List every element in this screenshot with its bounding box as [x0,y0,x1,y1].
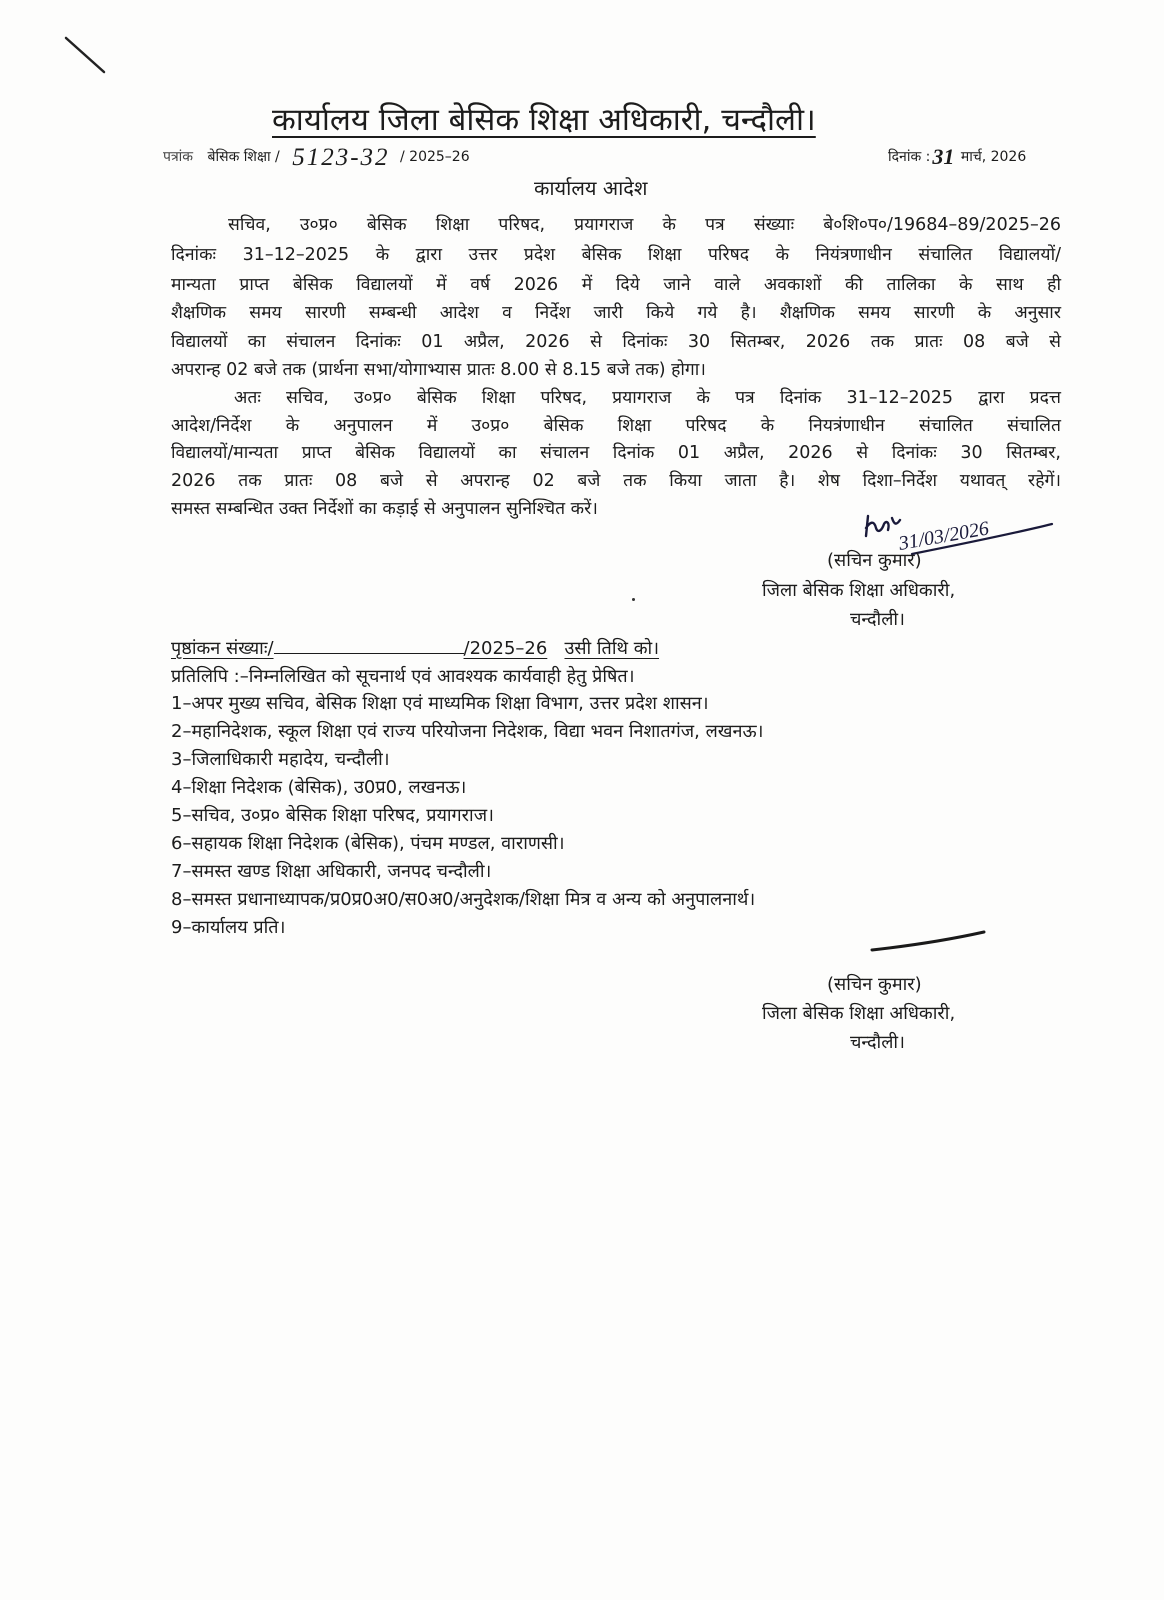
para1-line: सचिव, उ०प्र० बेसिक शिक्षा परिषद, प्रयागराज के पत्र संख्याः बे०शि०प०/19684–89/2025–26 [228,215,1061,235]
date-day-handwritten: 31 [932,144,955,169]
copy-item: 3–जिलाधिकारी महादेय, चन्दौली। [171,749,390,770]
copy-item: 8–समस्त प्रधानाध्यापक/प्र0प्र0अ0/स0अ0/अनुदेशक/शिक्षा मित्र व अन्य को अनुपालनार्थ। [171,889,756,910]
ink-dot [632,598,635,601]
para1-line: दिनांकः 31–12–2025 के द्वारा उत्तर प्रदेश बेसिक शिक्षा परिषद के नियंत्रणाधीन संचालित विद्यालयों/ [171,245,1061,265]
para1-line: शैक्षणिक समय सारणी सम्बन्धी आदेश व निर्देश जारी किये गये है। शैक्षणिक समय सारणी के अनुसार [171,303,1061,323]
corner-pen-mark [60,30,110,80]
order-heading: कार्यालय आदेश [534,176,648,200]
signer2-place: चन्दौली। [850,1032,905,1053]
ref-number-handwritten: 5123-32 [292,144,390,171]
ref-year: / 2025–26 [400,149,470,165]
para2-line: आदेश/निर्देश के अनुपालन में उ०प्र० बेसिक शिक्षा परिषद के नियत्रंणाधीन संचालित संचालित [171,416,1061,436]
copy-item: 4–शिक्षा निदेशक (बेसिक), उ0प्र0, लखनऊ। [171,777,467,798]
office-title: कार्यालय जिला बेसिक शिक्षा अधिकारी, चन्दौली। [272,102,816,138]
para2-line: समस्त सम्बन्धित उक्त निर्देशों का कड़ाई से अनुपालन सुनिश्चित करें। [171,499,598,519]
date-line [888,144,1026,170]
endorsement-year: /2025–26 [463,638,548,659]
signer1-name: (सचिन कुमार) [827,550,922,571]
signer2-designation: जिला बेसिक शिक्षा अधिकारी, [762,1003,956,1024]
copy-item: 7–समस्त खण्ड शिक्षा अधिकारी, जनपद चन्दौली। [171,861,492,882]
ref-label: पत्रांक [163,149,194,165]
signer2-name: (सचिन कुमार) [827,974,922,995]
copy-item: 5–सचिव, उ०प्र० बेसिक शिक्षा परिषद, प्रयागराज। [171,805,494,826]
para1-line: अपरान्ह 02 बजे तक (प्रार्थना सभा/योगाभ्यास प्रातः 8.00 से 8.15 बजे तक) होगा। [171,360,706,380]
ref-dept: बेसिक शिक्षा / [207,149,280,165]
endorsement-blank [274,639,464,654]
para2-line: 2026 तक प्रातः 08 बजे से अपरान्ह 02 बजे तक किया जाता है। शेष दिशा–निर्देश यथावत् रहेगें। [171,471,1061,491]
copy-item: 1–अपर मुख्य सचिव, बेसिक शिक्षा एवं माध्यमिक शिक्षा विभाग, उत्तर प्रदेश शासन। [171,693,709,714]
para1-line: विद्यालयों का संचालन दिनांकः 01 अप्रैल, 2026 से दिनांकः 30 सितम्बर, 2026 तक प्रातः 08 बजे से [171,332,1061,352]
signature-stroke [868,926,988,956]
para2-line: विद्यालयों/मान्यता प्राप्त बेसिक विद्यालयों का संचालन दिनांक 01 अप्रैल, 2026 से दिनांकः 30 सितम्बर, [171,443,1061,463]
copy-item: 6–सहायक शिक्षा निदेशक (बेसिक), पंचम मण्डल, वाराणसी। [171,833,565,854]
para2-line: अतः सचिव, उ०प्र० बेसिक शिक्षा परिषद, प्रयागराज के पत्र दिनांक 31–12–2025 द्वारा प्रदत्त [234,388,1061,408]
copy-item: 9–कार्यालय प्रति। [171,917,286,938]
date-label: दिनांक : [888,149,931,165]
copy-intro: प्रतिलिपि :–निम्नलिखित को सूचनार्थ एवं आवश्यक कार्यवाही हेतु प्रेषित। [171,666,635,687]
handwritten-date: 31/03/2026 [897,517,991,555]
endorsement-same-date: उसी तिथि को। [564,638,660,659]
signer1-designation: जिला बेसिक शिक्षा अधिकारी, [762,580,956,601]
date-rest: मार्च, 2026 [960,149,1027,165]
para1-line: मान्यता प्राप्त बेसिक विद्यालयों में वर्ष 2026 में दिये जाने वाले अवकाशों की तालिका के साथ ही [171,275,1061,295]
endorsement-line [171,636,659,660]
reference-line [163,144,470,172]
copy-item: 2–महानिदेशक, स्कूल शिक्षा एवं राज्य परियोजना निदेशक, विद्या भवन निशातगंज, लखनऊ। [171,721,764,742]
endorsement-label: पृष्ठांकन संख्याः/ [171,638,274,659]
signer1-place: चन्दौली। [850,609,905,630]
